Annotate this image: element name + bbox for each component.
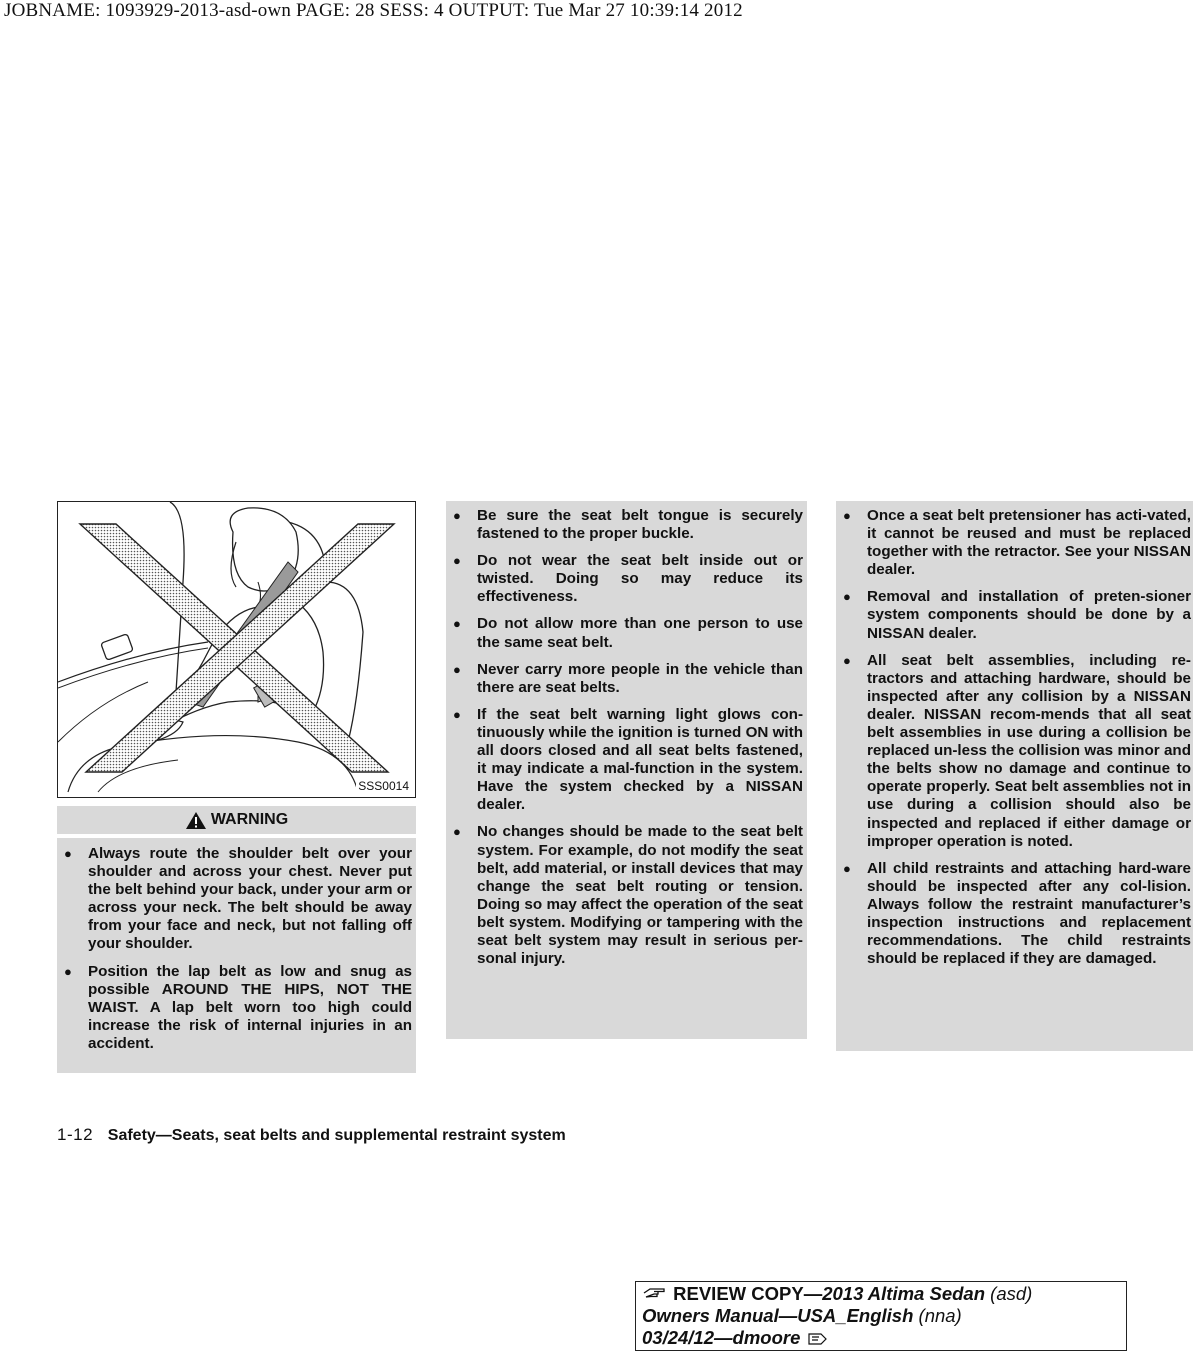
page-footer bbox=[57, 1125, 566, 1145]
review-model-code: (asd) bbox=[990, 1283, 1033, 1304]
review-date-author: 03/24/12—dmoore bbox=[642, 1327, 801, 1348]
list-item: ● Never carry more people in the vehicle than there are seat belts. bbox=[452, 661, 803, 697]
list-item: ● No changes should be made to the seat belt system. For example, do not modify the seat belt, add material, or install devices that may change the seat belt routing or tension. Doing so may affect the operation of the seat belt system. Modifying or tampering with the seat belt system may result in serious per-sonal injury. bbox=[452, 823, 803, 968]
list-item: ● All seat belt assemblies, including re-tractors and attaching hardware, should be inspected after any collision by a NISSAN dealer. NISSAN recom-mends that all seat belt assemblies in use during a collision be replaced un-less the collision was minor and the belts show no damage and continue to operate properly. Seat belt assemblies not in use during a collision should also be inspected and replaced if either damage or improper operation is noted. bbox=[842, 652, 1191, 851]
review-manual-code: (nna) bbox=[918, 1305, 962, 1326]
seat-belt-incorrect-illustration bbox=[58, 502, 416, 798]
review-line-1 bbox=[642, 1283, 1120, 1305]
review-prefix: REVIEW COPY— bbox=[673, 1283, 823, 1304]
review-copy-box bbox=[635, 1281, 1127, 1351]
section-title: Safety—Seats, seat belts and supplemental restraint system bbox=[107, 1127, 566, 1144]
warning-panel-column-1 bbox=[57, 838, 416, 1073]
list-item: ● Position the lap belt as low and snug as possible AROUND THE HIPS, NOT THE WAIST. A lap belt worn too high could increase the risk of internal injuries in an accident. bbox=[63, 963, 412, 1053]
list-item: ● If the seat belt warning light glows con-tinuously while the ignition is turned ON with all doors closed and all seat belts fastened, it may indicate a mal-function in the system. Have the system checked by a NISSAN dealer. bbox=[452, 706, 803, 815]
list-item: ● Always route the shoulder belt over your shoulder and across your chest. Never put the belt behind your back, under your arm or across your neck. The belt should be away from your face and neck, but not falling off your shoulder. bbox=[63, 845, 412, 954]
review-manual-title: Owners Manual—USA_English bbox=[642, 1305, 914, 1326]
job-header: JOBNAME: 1093929-2013-asd-own PAGE: 28 SESS: 4 OUTPUT: Tue Mar 27 10:39:14 2012 bbox=[4, 0, 743, 21]
pointing-hand-icon bbox=[642, 1285, 668, 1301]
warning-title: WARNING bbox=[210, 811, 289, 828]
warning-panel-column-2 bbox=[446, 501, 807, 1039]
figure-code: SSS0014 bbox=[358, 779, 409, 793]
list-item: ● Be sure the seat belt tongue is securely fastened to the proper buckle. bbox=[452, 507, 803, 543]
warning-header bbox=[57, 806, 416, 834]
list-item: ● All child restraints and attaching hard-ware should be inspected after any col-lision. Always follow the restraint manufacturer’s inspection instructions and replacement recommendations. The child restraints should be replaced if they are damaged. bbox=[842, 860, 1191, 969]
warning-triangle-icon bbox=[185, 811, 207, 830]
review-model: 2013 Altima Sedan bbox=[822, 1283, 986, 1304]
seat-belt-figure bbox=[57, 501, 416, 798]
list-item: ● Removal and installation of preten-sioner system components should be done by a NISSAN dealer. bbox=[842, 588, 1191, 642]
page-number: 1-12 bbox=[57, 1125, 94, 1144]
review-line-3 bbox=[642, 1327, 1120, 1349]
list-item: ● Once a seat belt pretensioner has acti-vated, it cannot be reused and must be replaced together with the retractor. See your NISSAN dealer. bbox=[842, 507, 1191, 579]
list-item: ● Do not allow more than one person to use the same seat belt. bbox=[452, 615, 803, 651]
warning-panel-column-3 bbox=[836, 501, 1193, 1051]
list-item: ● Do not wear the seat belt inside out or twisted. Doing so may reduce its effectiveness. bbox=[452, 552, 803, 606]
writing-hand-icon bbox=[806, 1330, 828, 1346]
review-line-2 bbox=[642, 1305, 1120, 1327]
